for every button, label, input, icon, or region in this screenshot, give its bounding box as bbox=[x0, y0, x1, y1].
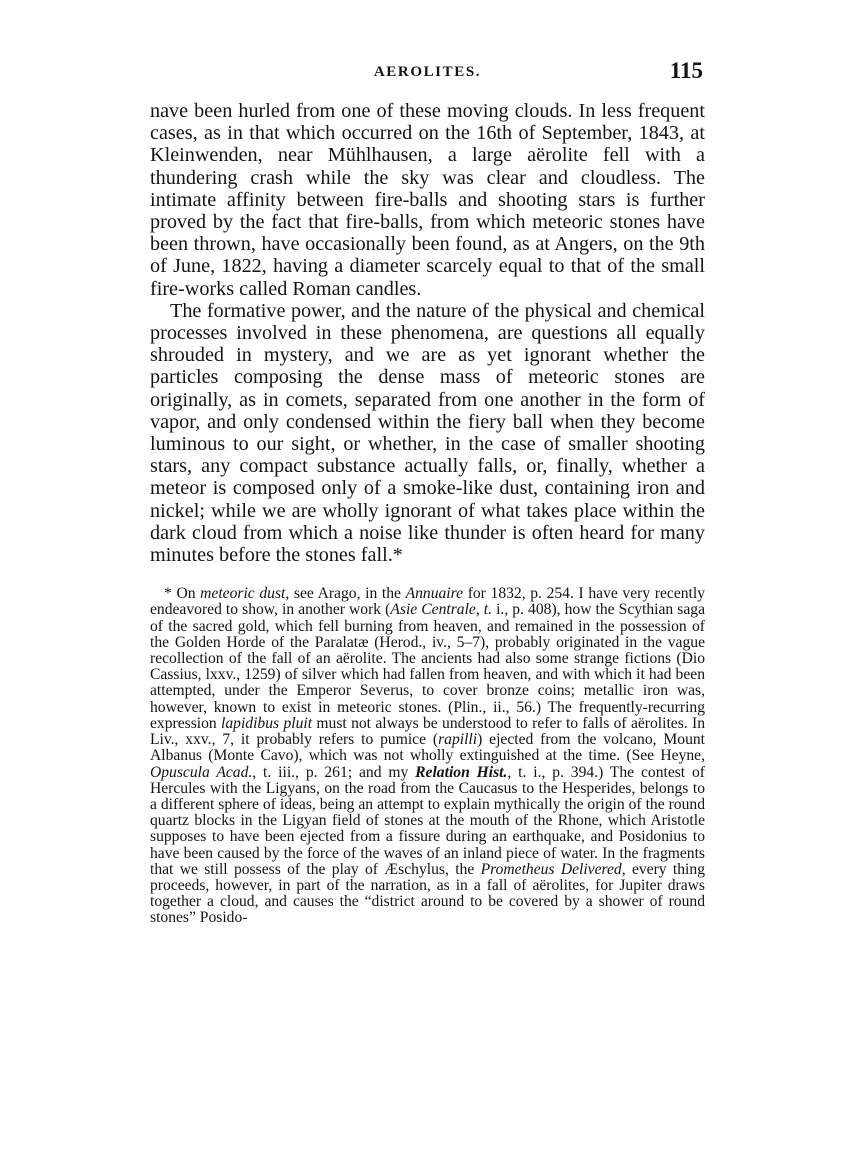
footnote bbox=[150, 586, 705, 926]
paragraph: nave been hurled from one of these moving clouds. In less frequent cases, as in that which occurred on the 16th of September, 1843, at Kleinwenden, near Mühlhausen, a large aërolite fell with a thundering crash while the sky was clear and cloudless. The intimate affinity between fire-balls and shooting stars is further proved by the fact that fire-balls, from which meteoric stones have been thrown, have occasionally been found, as at Angers, on the 9th of June, 1822, having a diameter scarcely equal to that of the small fire-works called Roman candles. bbox=[150, 100, 705, 300]
footnote-marker: * On bbox=[164, 585, 201, 603]
running-head bbox=[150, 58, 705, 92]
footnote-span: , t. iii., p. 261; and my bbox=[252, 763, 416, 781]
footnote-italic: Prometheus Delivered bbox=[480, 860, 622, 878]
main-text bbox=[150, 100, 705, 566]
running-title: AEROLITES. bbox=[373, 64, 482, 80]
footnote-span: , t. i., p. 394.) The contest of Hercules with the Ligyans, on the road from the Caucasus to the Hesperides, belongs to a different sphere of ideas, being an attempt to explain mythically the origin of the round quartz blocks in the Ligyan field of stones at the mouth of the Rhone, which Aristotle supposes to have been ejected from a fissure during an earthquake, and Posidonius to have been caused by the force of the waves of an inland piece of water. In the fragments that we still possess of the play of Æschylus, the bbox=[150, 763, 705, 878]
footnote-italic: Opuscula Acad. bbox=[150, 763, 253, 781]
footnote-italic: Annuaire bbox=[405, 585, 464, 603]
footnote-italic: Asie Centrale, t. bbox=[390, 601, 493, 619]
footnote-italic: Relation Hist. bbox=[415, 763, 508, 781]
footnote-italic: meteoric dust bbox=[200, 585, 286, 603]
footnote-italic: lapidibus pluit bbox=[221, 714, 313, 732]
book-page bbox=[150, 58, 705, 927]
footnote-span: for 1832, p. 254. I have very recently endeavored to show, in another work ( bbox=[150, 585, 706, 619]
footnote-text bbox=[150, 586, 705, 926]
footnote-span: , see Arago, in the bbox=[285, 585, 406, 603]
footnote-italic: rapilli bbox=[438, 731, 478, 749]
footnote-span: i., p. 408), how the Scythian saga of the sacred gold, which fell burning from heaven, and remained in the possession of the Golden Horde of the Paralatæ (Herod., iv., 5–7), probably originated in the vague recollection of the fall of an aërolite. The ancients had also some strange fictions (Dio Cassius, lxxv., 1259) of silver which had fallen from heaven, and with which it had been attempted, under the Emperor Severus, to cover bronze coins; metallic iron was, however, known to exist in meteoric stones. (Plin., ii., 56.) The frequently-recurring expression bbox=[150, 601, 705, 732]
paragraph: The formative power, and the nature of the physical and chemical processes involved in these phenomena, are questions all equally shrouded in mystery, and we are as yet ignorant whether the particles composing the dense mass of meteoric stones are originally, as in comets, separated from one another in the form of vapor, and only condensed within the fiery ball when they become luminous to our sight, or whether, in the case of smaller shooting stars, any compact substance actually falls, or, finally, whether a meteor is composed only of a smoke-like dust, containing iron and nickel; while we are wholly ignorant of what takes place within the dark cloud from which a noise like thunder is often heard for many minutes before the stones fall.* bbox=[150, 299, 705, 567]
footnote-span: ) ejected from the volcano, Mount Albanus (Monte Cavo), which was not wholly extinguished at the time. (See Heyne, bbox=[150, 731, 705, 765]
footnote-span: , every thing proceeds, however, in part of the narration, as in a fall of aërolites, for Jupiter draws together a cloud, and causes the “district around to be covered by a shower of round stones” Posido- bbox=[150, 860, 705, 927]
page-number: 115 bbox=[669, 58, 703, 83]
footnote-span: must not always be understood to refer to falls of aërolites. In Liv., xxv., 7, it probably refers to pumice ( bbox=[150, 714, 706, 749]
